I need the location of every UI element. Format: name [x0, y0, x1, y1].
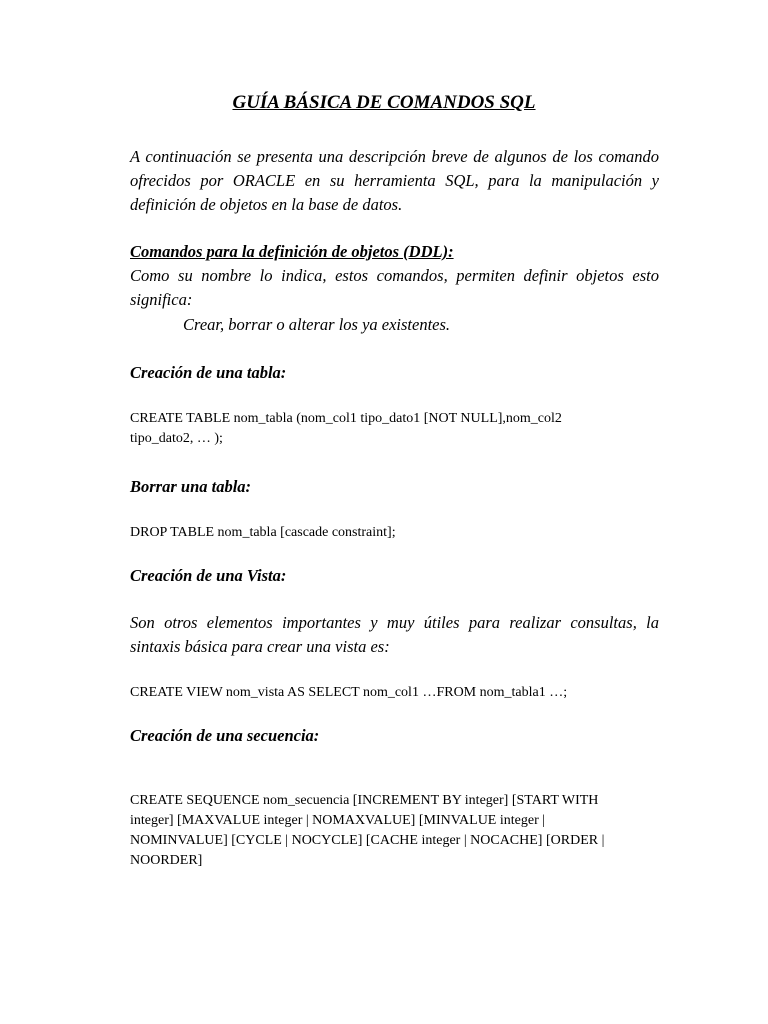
create-sequence-code: CREATE SEQUENCE nom_secuencia [INCREMENT BY integer] [START WITH integer] [MAXVALUE integer | NOMAXVALUE] [MINVALUE integer | NOMINVALUE] [CYCLE | NOCYCLE] [CACHE integer | NOCACHE] [ORDER | NOORDER] — [130, 793, 605, 868]
document-title: GUÍA BÁSICA DE COMANDOS SQL — [232, 92, 536, 113]
create-view-heading: Creación de una Vista: — [130, 566, 287, 585]
create-sequence-heading: Creación de una secuencia: — [130, 726, 320, 745]
create-view-description: Son otros elementos importantes y muy útiles para realizar consultas, la sintaxis básica para crear una vista es: — [130, 613, 659, 656]
ddl-description: Como su nombre lo indica, estos comandos, permiten definir objetos esto significa: — [130, 266, 659, 309]
drop-table-code: DROP TABLE nom_tabla [cascade constraint]; — [130, 525, 396, 540]
create-table-heading: Creación de una tabla: — [130, 363, 287, 382]
create-table-code: CREATE TABLE nom_tabla (nom_col1 tipo_dato1 [NOT NULL],nom_col2 tipo_dato2, … ); — [130, 411, 562, 446]
ddl-indent-line: Crear, borrar o alterar los ya existentes. — [183, 315, 451, 334]
ddl-heading: Comandos para la definición de objetos (DDL): — [130, 242, 454, 261]
intro-paragraph: A continuación se presenta una descripción breve de algunos de los comando ofrecidos por ORACLE en su herramienta SQL, para la manipulación y definición de objetos en la base de datos. — [130, 147, 659, 214]
create-view-code: CREATE VIEW nom_vista AS SELECT nom_col1 …FROM nom_tabla1 …; — [130, 685, 568, 700]
drop-table-heading: Borrar una tabla: — [130, 477, 252, 496]
